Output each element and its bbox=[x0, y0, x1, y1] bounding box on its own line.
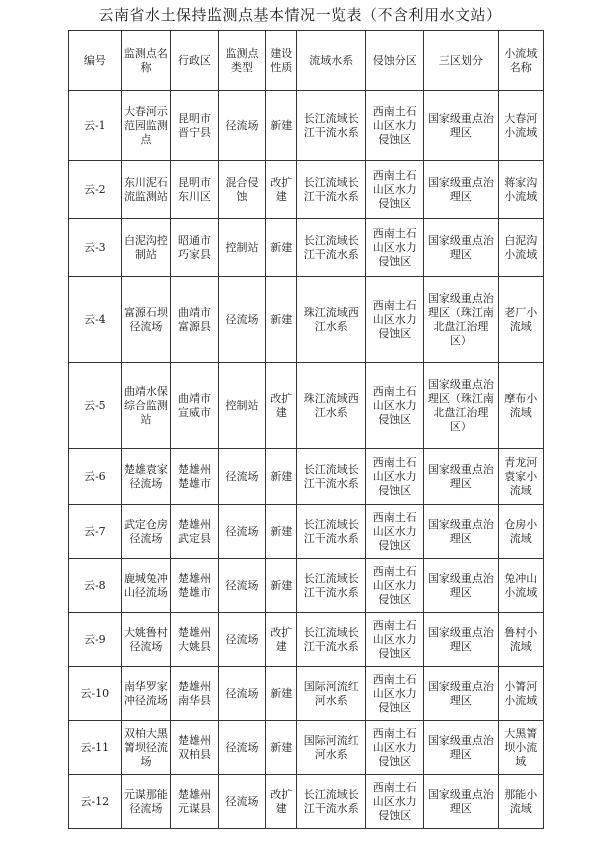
header-id: 编号 bbox=[69, 31, 122, 91]
cell-build-type: 改扩建 bbox=[266, 363, 297, 449]
cell-watershed-name: 摩布小流域 bbox=[498, 363, 543, 449]
cell-three-zone: 国家级重点治理区 bbox=[424, 219, 498, 277]
cell-watershed-name: 那能小流域 bbox=[498, 775, 543, 829]
cell-three-zone: 国家级重点治理区（珠江南北盘江治理区） bbox=[424, 363, 498, 449]
cell-river-system: 长江流域长江干流水系 bbox=[297, 161, 366, 219]
cell-build-type: 改扩建 bbox=[266, 775, 297, 829]
cell-id: 云-4 bbox=[69, 277, 122, 363]
cell-watershed-name: 小箐河小流域 bbox=[498, 667, 543, 721]
cell-river-system: 长江流域长江干流水系 bbox=[297, 775, 366, 829]
cell-build-type: 新建 bbox=[266, 449, 297, 505]
cell-watershed-name: 仓房小流域 bbox=[498, 505, 543, 559]
header-site-name: 监测点名称 bbox=[121, 31, 171, 91]
cell-site-name: 大春河示范园监测点 bbox=[121, 91, 171, 161]
cell-build-type: 新建 bbox=[266, 667, 297, 721]
cell-id: 云-5 bbox=[69, 363, 122, 449]
cell-id: 云-3 bbox=[69, 219, 122, 277]
cell-admin-region: 楚雄州楚雄市 bbox=[171, 449, 219, 505]
cell-three-zone: 国家级重点治理区 bbox=[424, 559, 498, 613]
cell-watershed-name: 蒋家沟小流域 bbox=[498, 161, 543, 219]
cell-site-name: 元谋那能径流场 bbox=[121, 775, 171, 829]
cell-river-system: 长江流域长江干流水系 bbox=[297, 559, 366, 613]
cell-id: 云-6 bbox=[69, 449, 122, 505]
table-row bbox=[69, 219, 544, 277]
table-row bbox=[69, 559, 544, 613]
table-row bbox=[69, 667, 544, 721]
cell-river-system: 国际河流红河水系 bbox=[297, 667, 366, 721]
cell-admin-region: 楚雄州楚雄市 bbox=[171, 559, 219, 613]
table-body bbox=[69, 91, 544, 829]
cell-admin-region: 曲靖市富源县 bbox=[171, 277, 219, 363]
cell-site-name: 大姚鲁村径流场 bbox=[121, 613, 171, 667]
table-row bbox=[69, 161, 544, 219]
cell-id: 云-11 bbox=[69, 721, 122, 775]
table-header-row bbox=[69, 31, 544, 91]
header-build-type: 建设性质 bbox=[266, 31, 297, 91]
cell-erosion-zone: 西南土石山区水力侵蚀区 bbox=[366, 219, 424, 277]
cell-build-type: 新建 bbox=[266, 277, 297, 363]
cell-watershed-name: 大春河小流域 bbox=[498, 91, 543, 161]
cell-admin-region: 曲靖市宣威市 bbox=[171, 363, 219, 449]
cell-river-system: 长江流域长江干流水系 bbox=[297, 91, 366, 161]
cell-river-system: 长江流域长江干流水系 bbox=[297, 449, 366, 505]
cell-river-system: 长江流域长江干流水系 bbox=[297, 505, 366, 559]
cell-build-type: 改扩建 bbox=[266, 613, 297, 667]
cell-admin-region: 楚雄州元谋县 bbox=[171, 775, 219, 829]
cell-site-type: 径流场 bbox=[218, 277, 266, 363]
cell-river-system: 长江流域长江干流水系 bbox=[297, 219, 366, 277]
cell-watershed-name: 白泥沟小流域 bbox=[498, 219, 543, 277]
cell-admin-region: 昭通市巧家县 bbox=[171, 219, 219, 277]
cell-erosion-zone: 西南土石山区水力侵蚀区 bbox=[366, 667, 424, 721]
cell-site-type: 径流场 bbox=[218, 775, 266, 829]
cell-erosion-zone: 西南土石山区水力侵蚀区 bbox=[366, 775, 424, 829]
cell-build-type: 新建 bbox=[266, 505, 297, 559]
cell-site-type: 径流场 bbox=[218, 505, 266, 559]
cell-site-name: 曲靖水保综合监测站 bbox=[121, 363, 171, 449]
header-river-system: 流域水系 bbox=[297, 31, 366, 91]
cell-three-zone: 国家级重点治理区 bbox=[424, 775, 498, 829]
cell-erosion-zone: 西南土石山区水力侵蚀区 bbox=[366, 91, 424, 161]
page-title: 云南省水土保持监测点基本情况一览表（不含利用水文站） bbox=[98, 6, 502, 24]
cell-site-type: 径流场 bbox=[218, 613, 266, 667]
cell-site-type: 径流场 bbox=[218, 91, 266, 161]
cell-erosion-zone: 西南土石山区水力侵蚀区 bbox=[366, 505, 424, 559]
cell-site-type: 径流场 bbox=[218, 667, 266, 721]
cell-river-system: 珠江流域西江水系 bbox=[297, 277, 366, 363]
cell-site-name: 南华罗家冲径流场 bbox=[121, 667, 171, 721]
cell-erosion-zone: 西南土石山区水力侵蚀区 bbox=[366, 721, 424, 775]
cell-watershed-name: 鲁村小流域 bbox=[498, 613, 543, 667]
table-row bbox=[69, 505, 544, 559]
cell-site-type: 控制站 bbox=[218, 363, 266, 449]
cell-id: 云-8 bbox=[69, 559, 122, 613]
cell-erosion-zone: 西南土石山区水力侵蚀区 bbox=[366, 277, 424, 363]
table-row bbox=[69, 363, 544, 449]
cell-watershed-name: 老厂小流域 bbox=[498, 277, 543, 363]
cell-river-system: 国际河流红河水系 bbox=[297, 721, 366, 775]
header-three-zone: 三区划分 bbox=[424, 31, 498, 91]
monitoring-sites-table bbox=[68, 30, 544, 829]
table-row bbox=[69, 449, 544, 505]
table-row bbox=[69, 277, 544, 363]
header-watershed-name: 小流域名称 bbox=[498, 31, 543, 91]
cell-site-name: 东川泥石流监测站 bbox=[121, 161, 171, 219]
cell-erosion-zone: 西南土石山区水力侵蚀区 bbox=[366, 613, 424, 667]
cell-three-zone: 国家级重点治理区 bbox=[424, 721, 498, 775]
cell-site-name: 富源石坝径流场 bbox=[121, 277, 171, 363]
cell-erosion-zone: 西南土石山区水力侵蚀区 bbox=[366, 559, 424, 613]
cell-site-name: 双柏大黑箐坝径流场 bbox=[121, 721, 171, 775]
cell-build-type: 新建 bbox=[266, 721, 297, 775]
cell-erosion-zone: 西南土石山区水力侵蚀区 bbox=[366, 161, 424, 219]
cell-admin-region: 楚雄州大姚县 bbox=[171, 613, 219, 667]
cell-id: 云-7 bbox=[69, 505, 122, 559]
cell-erosion-zone: 西南土石山区水力侵蚀区 bbox=[366, 363, 424, 449]
cell-id: 云-1 bbox=[69, 91, 122, 161]
cell-site-type: 径流场 bbox=[218, 449, 266, 505]
cell-three-zone: 国家级重点治理区 bbox=[424, 505, 498, 559]
table-row bbox=[69, 613, 544, 667]
table-row bbox=[69, 721, 544, 775]
table-row bbox=[69, 775, 544, 829]
cell-build-type: 新建 bbox=[266, 91, 297, 161]
cell-watershed-name: 青龙河袁家小流域 bbox=[498, 449, 543, 505]
cell-site-name: 鹿城兔冲山径流场 bbox=[121, 559, 171, 613]
cell-id: 云-2 bbox=[69, 161, 122, 219]
cell-three-zone: 国家级重点治理区 bbox=[424, 613, 498, 667]
cell-three-zone: 国家级重点治理区 bbox=[424, 161, 498, 219]
cell-id: 云-9 bbox=[69, 613, 122, 667]
cell-erosion-zone: 西南土石山区水力侵蚀区 bbox=[366, 449, 424, 505]
cell-site-type: 径流场 bbox=[218, 559, 266, 613]
table-row bbox=[69, 91, 544, 161]
cell-three-zone: 国家级重点治理区 bbox=[424, 449, 498, 505]
cell-site-name: 白泥沟控制站 bbox=[121, 219, 171, 277]
cell-river-system: 长江流域长江干流水系 bbox=[297, 613, 366, 667]
cell-admin-region: 楚雄州武定县 bbox=[171, 505, 219, 559]
header-site-type: 监测点类型 bbox=[218, 31, 266, 91]
cell-three-zone: 国家级重点治理区 bbox=[424, 91, 498, 161]
cell-admin-region: 楚雄州南华县 bbox=[171, 667, 219, 721]
cell-admin-region: 昆明市晋宁县 bbox=[171, 91, 219, 161]
cell-build-type: 新建 bbox=[266, 219, 297, 277]
cell-site-name: 楚雄袁家径流场 bbox=[121, 449, 171, 505]
cell-site-name: 武定仓房径流场 bbox=[121, 505, 171, 559]
cell-three-zone: 国家级重点治理区（珠江南北盘江治理区） bbox=[424, 277, 498, 363]
cell-build-type: 新建 bbox=[266, 559, 297, 613]
cell-build-type: 改扩建 bbox=[266, 161, 297, 219]
cell-id: 云-10 bbox=[69, 667, 122, 721]
cell-id: 云-12 bbox=[69, 775, 122, 829]
cell-site-type: 控制站 bbox=[218, 219, 266, 277]
cell-site-type: 混合侵蚀 bbox=[218, 161, 266, 219]
header-admin-region: 行政区 bbox=[171, 31, 219, 91]
cell-admin-region: 昆明市东川区 bbox=[171, 161, 219, 219]
cell-river-system: 珠江流域西江水系 bbox=[297, 363, 366, 449]
header-erosion-zone: 侵蚀分区 bbox=[366, 31, 424, 91]
cell-watershed-name: 兔冲山小流域 bbox=[498, 559, 543, 613]
cell-three-zone: 国家级重点治理区 bbox=[424, 667, 498, 721]
cell-watershed-name: 大黑箐坝小流域 bbox=[498, 721, 543, 775]
cell-admin-region: 楚雄州双柏县 bbox=[171, 721, 219, 775]
cell-site-type: 径流场 bbox=[218, 721, 266, 775]
